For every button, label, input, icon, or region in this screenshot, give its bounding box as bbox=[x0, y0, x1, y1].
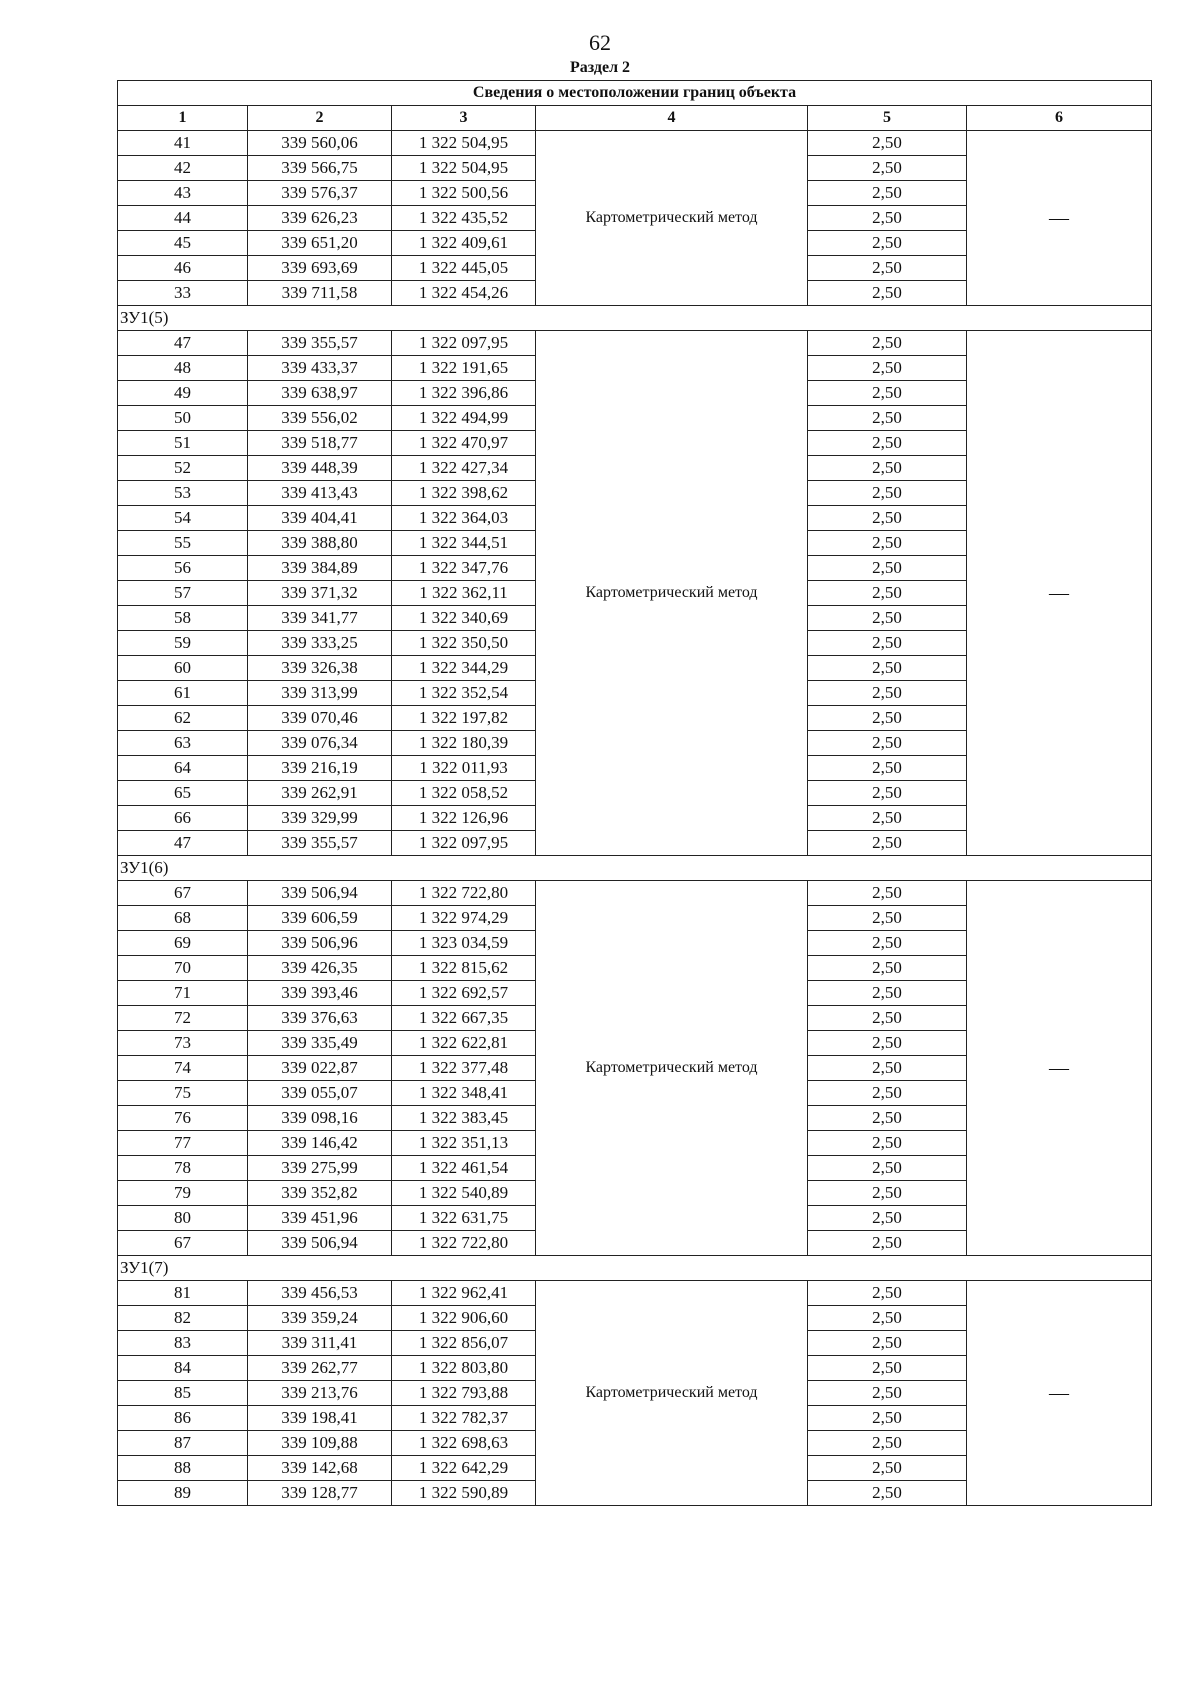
point-number-cell: 65 bbox=[118, 781, 248, 806]
y-coordinate-cell: 1 322 126,96 bbox=[392, 806, 536, 831]
x-coordinate-cell: 339 055,07 bbox=[248, 1081, 392, 1106]
y-coordinate-cell: 1 322 351,13 bbox=[392, 1131, 536, 1156]
y-coordinate-cell: 1 322 470,97 bbox=[392, 431, 536, 456]
y-coordinate-cell: 1 322 350,50 bbox=[392, 631, 536, 656]
y-coordinate-cell: 1 322 504,95 bbox=[392, 156, 536, 181]
point-number-cell: 62 bbox=[118, 706, 248, 731]
y-coordinate-cell: 1 322 097,95 bbox=[392, 831, 536, 856]
point-number-cell: 42 bbox=[118, 156, 248, 181]
method-cell: Картометрический метод bbox=[536, 1281, 808, 1506]
accuracy-cell: 2,50 bbox=[808, 781, 967, 806]
y-coordinate-cell: 1 322 962,41 bbox=[392, 1281, 536, 1306]
table-row bbox=[118, 331, 1152, 356]
point-number-cell: 80 bbox=[118, 1206, 248, 1231]
accuracy-cell: 2,50 bbox=[808, 556, 967, 581]
point-number-cell: 88 bbox=[118, 1456, 248, 1481]
accuracy-cell: 2,50 bbox=[808, 1406, 967, 1431]
y-coordinate-cell: 1 322 803,80 bbox=[392, 1356, 536, 1381]
accuracy-cell: 2,50 bbox=[808, 1031, 967, 1056]
x-coordinate-cell: 339 311,41 bbox=[248, 1331, 392, 1356]
group-header-row bbox=[118, 856, 1152, 881]
point-number-cell: 69 bbox=[118, 931, 248, 956]
column-header: 4 bbox=[536, 106, 808, 131]
column-header: 5 bbox=[808, 106, 967, 131]
x-coordinate-cell: 339 566,75 bbox=[248, 156, 392, 181]
x-coordinate-cell: 339 413,43 bbox=[248, 481, 392, 506]
x-coordinate-cell: 339 109,88 bbox=[248, 1431, 392, 1456]
point-number-cell: 49 bbox=[118, 381, 248, 406]
point-number-cell: 57 bbox=[118, 581, 248, 606]
accuracy-cell: 2,50 bbox=[808, 206, 967, 231]
section-title: Раздел 2 bbox=[569, 59, 631, 76]
y-coordinate-cell: 1 322 435,52 bbox=[392, 206, 536, 231]
accuracy-cell: 2,50 bbox=[808, 1481, 967, 1506]
accuracy-cell: 2,50 bbox=[808, 1331, 967, 1356]
accuracy-cell: 2,50 bbox=[808, 456, 967, 481]
x-coordinate-cell: 339 142,68 bbox=[248, 1456, 392, 1481]
group-header-row bbox=[118, 1256, 1152, 1281]
point-number-cell: 64 bbox=[118, 756, 248, 781]
accuracy-cell: 2,50 bbox=[808, 506, 967, 531]
accuracy-cell: 2,50 bbox=[808, 431, 967, 456]
y-coordinate-cell: 1 322 383,45 bbox=[392, 1106, 536, 1131]
x-coordinate-cell: 339 313,99 bbox=[248, 681, 392, 706]
accuracy-cell: 2,50 bbox=[808, 656, 967, 681]
y-coordinate-cell: 1 322 427,34 bbox=[392, 456, 536, 481]
x-coordinate-cell: 339 518,77 bbox=[248, 431, 392, 456]
x-coordinate-cell: 339 560,06 bbox=[248, 131, 392, 156]
accuracy-cell: 2,50 bbox=[808, 731, 967, 756]
y-coordinate-cell: 1 322 191,65 bbox=[392, 356, 536, 381]
x-coordinate-cell: 339 262,77 bbox=[248, 1356, 392, 1381]
y-coordinate-cell: 1 322 461,54 bbox=[392, 1156, 536, 1181]
accuracy-cell: 2,50 bbox=[808, 606, 967, 631]
accuracy-cell: 2,50 bbox=[808, 1081, 967, 1106]
point-number-cell: 56 bbox=[118, 556, 248, 581]
group-header-row bbox=[118, 306, 1152, 331]
x-coordinate-cell: 339 333,25 bbox=[248, 631, 392, 656]
point-number-cell: 83 bbox=[118, 1331, 248, 1356]
y-coordinate-cell: 1 322 347,76 bbox=[392, 556, 536, 581]
accuracy-cell: 2,50 bbox=[808, 1281, 967, 1306]
point-number-cell: 79 bbox=[118, 1181, 248, 1206]
x-coordinate-cell: 339 275,99 bbox=[248, 1156, 392, 1181]
accuracy-cell: 2,50 bbox=[808, 681, 967, 706]
accuracy-cell: 2,50 bbox=[808, 931, 967, 956]
point-number-cell: 77 bbox=[118, 1131, 248, 1156]
accuracy-cell: 2,50 bbox=[808, 631, 967, 656]
y-coordinate-cell: 1 322 396,86 bbox=[392, 381, 536, 406]
x-coordinate-cell: 339 216,19 bbox=[248, 756, 392, 781]
x-coordinate-cell: 339 376,63 bbox=[248, 1006, 392, 1031]
point-number-cell: 58 bbox=[118, 606, 248, 631]
point-number-cell: 73 bbox=[118, 1031, 248, 1056]
page-number: 62 bbox=[589, 30, 611, 55]
accuracy-cell: 2,50 bbox=[808, 1006, 967, 1031]
y-coordinate-cell: 1 322 348,41 bbox=[392, 1081, 536, 1106]
column-header: 1 bbox=[118, 106, 248, 131]
table-body bbox=[118, 131, 1152, 1506]
note-cell: — bbox=[967, 331, 1152, 856]
accuracy-cell: 2,50 bbox=[808, 1306, 967, 1331]
y-coordinate-cell: 1 322 500,56 bbox=[392, 181, 536, 206]
y-coordinate-cell: 1 322 782,37 bbox=[392, 1406, 536, 1431]
y-coordinate-cell: 1 322 642,29 bbox=[392, 1456, 536, 1481]
y-coordinate-cell: 1 322 344,51 bbox=[392, 531, 536, 556]
accuracy-cell: 2,50 bbox=[808, 1106, 967, 1131]
y-coordinate-cell: 1 322 793,88 bbox=[392, 1381, 536, 1406]
point-number-cell: 54 bbox=[118, 506, 248, 531]
x-coordinate-cell: 339 371,32 bbox=[248, 581, 392, 606]
x-coordinate-cell: 339 506,94 bbox=[248, 1231, 392, 1256]
point-number-cell: 84 bbox=[118, 1356, 248, 1381]
point-number-cell: 78 bbox=[118, 1156, 248, 1181]
y-coordinate-cell: 1 322 590,89 bbox=[392, 1481, 536, 1506]
y-coordinate-cell: 1 322 180,39 bbox=[392, 731, 536, 756]
x-coordinate-cell: 339 693,69 bbox=[248, 256, 392, 281]
point-number-cell: 67 bbox=[118, 881, 248, 906]
x-coordinate-cell: 339 576,37 bbox=[248, 181, 392, 206]
point-number-cell: 67 bbox=[118, 1231, 248, 1256]
accuracy-cell: 2,50 bbox=[808, 531, 967, 556]
x-coordinate-cell: 339 451,96 bbox=[248, 1206, 392, 1231]
point-number-cell: 50 bbox=[118, 406, 248, 431]
y-coordinate-cell: 1 322 409,61 bbox=[392, 231, 536, 256]
header-row bbox=[118, 106, 1152, 131]
y-coordinate-cell: 1 322 058,52 bbox=[392, 781, 536, 806]
note-cell: — bbox=[967, 881, 1152, 1256]
group-label: ЗУ1(6) bbox=[118, 856, 1152, 881]
x-coordinate-cell: 339 076,34 bbox=[248, 731, 392, 756]
point-number-cell: 70 bbox=[118, 956, 248, 981]
accuracy-cell: 2,50 bbox=[808, 581, 967, 606]
accuracy-cell: 2,50 bbox=[808, 256, 967, 281]
x-coordinate-cell: 339 070,46 bbox=[248, 706, 392, 731]
point-number-cell: 44 bbox=[118, 206, 248, 231]
point-number-cell: 33 bbox=[118, 281, 248, 306]
method-cell: Картометрический метод bbox=[536, 331, 808, 856]
y-coordinate-cell: 1 322 344,29 bbox=[392, 656, 536, 681]
y-coordinate-cell: 1 322 974,29 bbox=[392, 906, 536, 931]
y-coordinate-cell: 1 322 454,26 bbox=[392, 281, 536, 306]
y-coordinate-cell: 1 322 815,62 bbox=[392, 956, 536, 981]
y-coordinate-cell: 1 322 340,69 bbox=[392, 606, 536, 631]
x-coordinate-cell: 339 651,20 bbox=[248, 231, 392, 256]
point-number-cell: 60 bbox=[118, 656, 248, 681]
point-number-cell: 46 bbox=[118, 256, 248, 281]
accuracy-cell: 2,50 bbox=[808, 1431, 967, 1456]
x-coordinate-cell: 339 448,39 bbox=[248, 456, 392, 481]
y-coordinate-cell: 1 322 631,75 bbox=[392, 1206, 536, 1231]
accuracy-cell: 2,50 bbox=[808, 406, 967, 431]
point-number-cell: 52 bbox=[118, 456, 248, 481]
point-number-cell: 43 bbox=[118, 181, 248, 206]
accuracy-cell: 2,50 bbox=[808, 1231, 967, 1256]
accuracy-cell: 2,50 bbox=[808, 1181, 967, 1206]
method-cell: Картометрический метод bbox=[536, 131, 808, 306]
x-coordinate-cell: 339 404,41 bbox=[248, 506, 392, 531]
point-number-cell: 59 bbox=[118, 631, 248, 656]
point-number-cell: 76 bbox=[118, 1106, 248, 1131]
x-coordinate-cell: 339 506,96 bbox=[248, 931, 392, 956]
accuracy-cell: 2,50 bbox=[808, 156, 967, 181]
point-number-cell: 66 bbox=[118, 806, 248, 831]
y-coordinate-cell: 1 323 034,59 bbox=[392, 931, 536, 956]
y-coordinate-cell: 1 322 364,03 bbox=[392, 506, 536, 531]
point-number-cell: 45 bbox=[118, 231, 248, 256]
point-number-cell: 61 bbox=[118, 681, 248, 706]
column-header: 2 bbox=[248, 106, 392, 131]
y-coordinate-cell: 1 322 504,95 bbox=[392, 131, 536, 156]
y-coordinate-cell: 1 322 692,57 bbox=[392, 981, 536, 1006]
accuracy-cell: 2,50 bbox=[808, 981, 967, 1006]
x-coordinate-cell: 339 213,76 bbox=[248, 1381, 392, 1406]
accuracy-cell: 2,50 bbox=[808, 906, 967, 931]
column-header: 6 bbox=[967, 106, 1152, 131]
x-coordinate-cell: 339 355,57 bbox=[248, 831, 392, 856]
table-row bbox=[118, 131, 1152, 156]
x-coordinate-cell: 339 638,97 bbox=[248, 381, 392, 406]
point-number-cell: 63 bbox=[118, 731, 248, 756]
column-header: 3 bbox=[392, 106, 536, 131]
x-coordinate-cell: 339 393,46 bbox=[248, 981, 392, 1006]
accuracy-cell: 2,50 bbox=[808, 131, 967, 156]
point-number-cell: 71 bbox=[118, 981, 248, 1006]
x-coordinate-cell: 339 456,53 bbox=[248, 1281, 392, 1306]
x-coordinate-cell: 339 359,24 bbox=[248, 1306, 392, 1331]
x-coordinate-cell: 339 341,77 bbox=[248, 606, 392, 631]
point-number-cell: 47 bbox=[118, 831, 248, 856]
boundary-coordinates-table bbox=[117, 80, 1152, 1506]
point-number-cell: 48 bbox=[118, 356, 248, 381]
y-coordinate-cell: 1 322 494,99 bbox=[392, 406, 536, 431]
x-coordinate-cell: 339 384,89 bbox=[248, 556, 392, 581]
x-coordinate-cell: 339 426,35 bbox=[248, 956, 392, 981]
point-number-cell: 72 bbox=[118, 1006, 248, 1031]
point-number-cell: 55 bbox=[118, 531, 248, 556]
x-coordinate-cell: 339 556,02 bbox=[248, 406, 392, 431]
accuracy-cell: 2,50 bbox=[808, 756, 967, 781]
y-coordinate-cell: 1 322 011,93 bbox=[392, 756, 536, 781]
x-coordinate-cell: 339 198,41 bbox=[248, 1406, 392, 1431]
accuracy-cell: 2,50 bbox=[808, 881, 967, 906]
accuracy-cell: 2,50 bbox=[808, 1056, 967, 1081]
y-coordinate-cell: 1 322 540,89 bbox=[392, 1181, 536, 1206]
accuracy-cell: 2,50 bbox=[808, 806, 967, 831]
accuracy-cell: 2,50 bbox=[808, 1156, 967, 1181]
accuracy-cell: 2,50 bbox=[808, 1381, 967, 1406]
note-cell: — bbox=[967, 131, 1152, 306]
x-coordinate-cell: 339 355,57 bbox=[248, 331, 392, 356]
point-number-cell: 47 bbox=[118, 331, 248, 356]
point-number-cell: 85 bbox=[118, 1381, 248, 1406]
point-number-cell: 86 bbox=[118, 1406, 248, 1431]
x-coordinate-cell: 339 506,94 bbox=[248, 881, 392, 906]
accuracy-cell: 2,50 bbox=[808, 1356, 967, 1381]
table-title: Сведения о местоположении границ объекта bbox=[118, 81, 1152, 106]
accuracy-cell: 2,50 bbox=[808, 231, 967, 256]
y-coordinate-cell: 1 322 667,35 bbox=[392, 1006, 536, 1031]
x-coordinate-cell: 339 146,42 bbox=[248, 1131, 392, 1156]
point-number-cell: 81 bbox=[118, 1281, 248, 1306]
accuracy-cell: 2,50 bbox=[808, 956, 967, 981]
y-coordinate-cell: 1 322 722,80 bbox=[392, 1231, 536, 1256]
accuracy-cell: 2,50 bbox=[808, 331, 967, 356]
accuracy-cell: 2,50 bbox=[808, 481, 967, 506]
accuracy-cell: 2,50 bbox=[808, 706, 967, 731]
x-coordinate-cell: 339 262,91 bbox=[248, 781, 392, 806]
note-cell: — bbox=[967, 1281, 1152, 1506]
x-coordinate-cell: 339 711,58 bbox=[248, 281, 392, 306]
y-coordinate-cell: 1 322 377,48 bbox=[392, 1056, 536, 1081]
y-coordinate-cell: 1 322 722,80 bbox=[392, 881, 536, 906]
accuracy-cell: 2,50 bbox=[808, 1456, 967, 1481]
point-number-cell: 51 bbox=[118, 431, 248, 456]
y-coordinate-cell: 1 322 362,11 bbox=[392, 581, 536, 606]
point-number-cell: 87 bbox=[118, 1431, 248, 1456]
accuracy-cell: 2,50 bbox=[808, 381, 967, 406]
x-coordinate-cell: 339 388,80 bbox=[248, 531, 392, 556]
y-coordinate-cell: 1 322 698,63 bbox=[392, 1431, 536, 1456]
x-coordinate-cell: 339 098,16 bbox=[248, 1106, 392, 1131]
x-coordinate-cell: 339 326,38 bbox=[248, 656, 392, 681]
method-cell: Картометрический метод bbox=[536, 881, 808, 1256]
y-coordinate-cell: 1 322 622,81 bbox=[392, 1031, 536, 1056]
point-number-cell: 75 bbox=[118, 1081, 248, 1106]
table-row bbox=[118, 881, 1152, 906]
accuracy-cell: 2,50 bbox=[808, 281, 967, 306]
x-coordinate-cell: 339 128,77 bbox=[248, 1481, 392, 1506]
x-coordinate-cell: 339 626,23 bbox=[248, 206, 392, 231]
x-coordinate-cell: 339 433,37 bbox=[248, 356, 392, 381]
x-coordinate-cell: 339 352,82 bbox=[248, 1181, 392, 1206]
y-coordinate-cell: 1 322 445,05 bbox=[392, 256, 536, 281]
table-row bbox=[118, 1281, 1152, 1306]
accuracy-cell: 2,50 bbox=[808, 1131, 967, 1156]
y-coordinate-cell: 1 322 856,07 bbox=[392, 1331, 536, 1356]
point-number-cell: 53 bbox=[118, 481, 248, 506]
accuracy-cell: 2,50 bbox=[808, 1206, 967, 1231]
x-coordinate-cell: 339 022,87 bbox=[248, 1056, 392, 1081]
y-coordinate-cell: 1 322 097,95 bbox=[392, 331, 536, 356]
y-coordinate-cell: 1 322 398,62 bbox=[392, 481, 536, 506]
point-number-cell: 68 bbox=[118, 906, 248, 931]
accuracy-cell: 2,50 bbox=[808, 356, 967, 381]
point-number-cell: 41 bbox=[118, 131, 248, 156]
group-label: ЗУ1(5) bbox=[118, 306, 1152, 331]
accuracy-cell: 2,50 bbox=[808, 831, 967, 856]
y-coordinate-cell: 1 322 906,60 bbox=[392, 1306, 536, 1331]
x-coordinate-cell: 339 335,49 bbox=[248, 1031, 392, 1056]
x-coordinate-cell: 339 329,99 bbox=[248, 806, 392, 831]
group-label: ЗУ1(7) bbox=[118, 1256, 1152, 1281]
point-number-cell: 74 bbox=[118, 1056, 248, 1081]
y-coordinate-cell: 1 322 197,82 bbox=[392, 706, 536, 731]
point-number-cell: 82 bbox=[118, 1306, 248, 1331]
point-number-cell: 89 bbox=[118, 1481, 248, 1506]
accuracy-cell: 2,50 bbox=[808, 181, 967, 206]
y-coordinate-cell: 1 322 352,54 bbox=[392, 681, 536, 706]
x-coordinate-cell: 339 606,59 bbox=[248, 906, 392, 931]
